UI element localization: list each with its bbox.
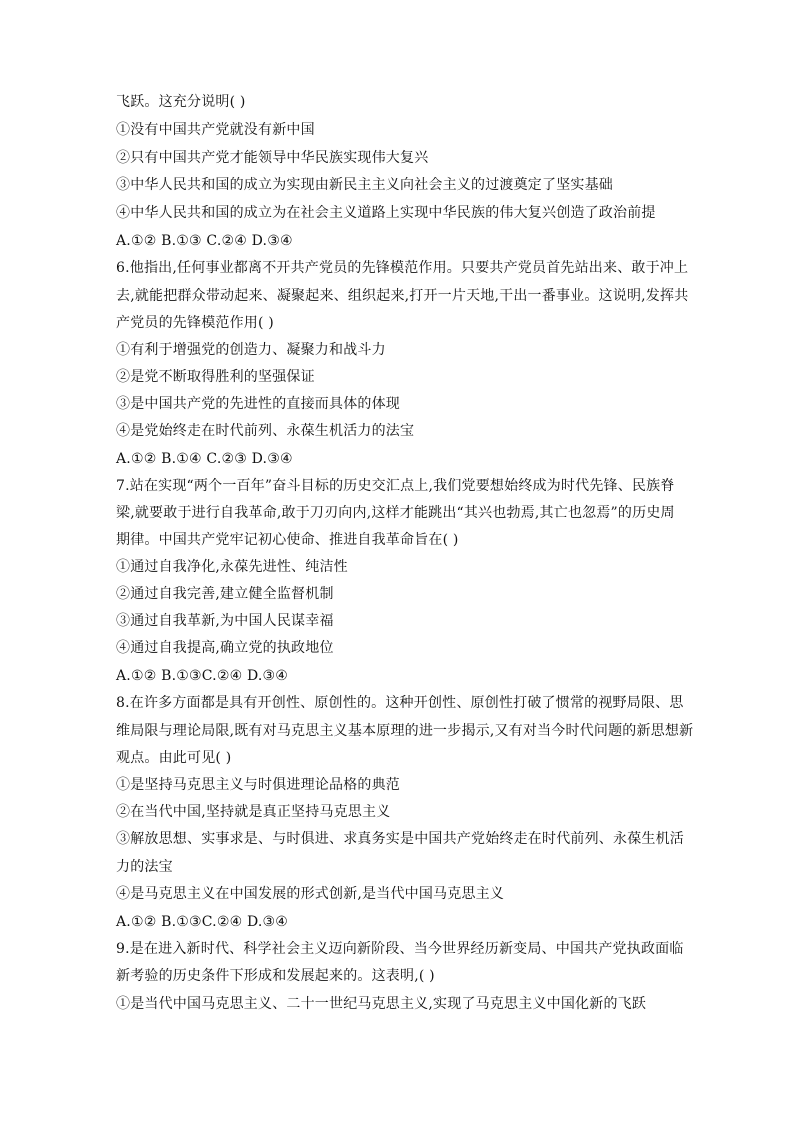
text-line: A.①② B.①④ C.②③ D.③④ [116, 451, 293, 467]
text-line: ③是中国共产党的先进性的直接而具体的体现 [116, 396, 400, 412]
text-line: ③解放思想、实事求是、与时俱进、求真务实是中国共产党始终走在时代前列、永葆生机活 [116, 831, 684, 847]
text-line: 观点。由此可见( ) [116, 750, 232, 766]
text-line: 期律。中国共产党牢记初心使命、推进自我革命旨在( ) [116, 532, 459, 548]
text-line: ①有利于增强党的创造力、凝聚力和战斗力 [116, 342, 386, 358]
text-line: ①是坚持马克思主义与时俱进理论品格的典范 [116, 777, 400, 793]
text-line: 飞跃。这充分说明( ) [116, 94, 246, 110]
text-line: ②只有中国共产党才能领导中华民族实现伟大复兴 [116, 150, 429, 166]
text-line: A.①② B.①③ C.②④ D.③④ [116, 233, 293, 249]
text-line: 9.是在进入新时代、科学社会主义迈向新阶段、当今世界经历新变局、中国共产党执政面临 [116, 941, 684, 957]
text-line: ①没有中国共产党就没有新中国 [116, 122, 315, 138]
text-line: 去,就能把群众带动起来、凝聚起来、组织起来,打开一片天地,干出一番事业。这说明,发挥共 [116, 288, 689, 304]
text-line: 产党员的先锋模范作用( ) [116, 315, 274, 331]
text-line: ②在当代中国,坚持就是真正坚持马克思主义 [116, 804, 391, 820]
text-line: ③中华人民共和国的成立为实现由新民主主义向社会主义的过渡奠定了坚实基础 [116, 177, 613, 193]
text-line: ④通过自我提高,确立党的执政地位 [116, 640, 334, 656]
text-line: 8.在许多方面都是具有开创性、原创性的。这种开创性、原创性打破了惯常的视野局限、思 [116, 695, 684, 711]
text-line: ④是党始终走在时代前列、永葆生机活力的法宝 [116, 423, 415, 439]
text-line: 6.他指出,任何事业都离不开共产党员的先锋模范作用。只要共产党员首先站出来、敢于冲上 [116, 260, 689, 276]
text-line: 7.站在实现“两个一百年”奋斗目标的历史交汇点上,我们党要想始终成为时代先锋、民族脊 [116, 478, 675, 494]
text-line: ③通过自我革新,为中国人民谋幸福 [116, 613, 334, 629]
text-line: 新考验的历史条件下形成和发展起来的。这表明,( ) [116, 968, 435, 984]
text-line: ①是当代中国马克思主义、二十一世纪马克思主义,实现了马克思主义中国化新的飞跃 [116, 996, 647, 1012]
text-line: A.①② B.①③C.②④ D.③④ [116, 668, 289, 684]
text-line: ④中华人民共和国的成立为在社会主义道路上实现中华民族的伟大复兴创造了政治前提 [116, 205, 656, 221]
text-line: 维局限与理论局限,既有对马克思主义基本原理的进一步揭示,又有对当今时代问题的新思想新 [116, 723, 694, 739]
text-line: A.①② B.①③C.②④ D.③④ [116, 914, 289, 930]
text-line: ④是马克思主义在中国发展的形式创新,是当代中国马克思主义 [116, 886, 505, 902]
text-line: ②通过自我完善,建立健全监督机制 [116, 586, 334, 602]
text-line: 梁,就要敢于进行自我革命,敢于刀刃向内,这样才能跳出“其兴也勃焉,其亡也忽焉”的历史周 [116, 505, 675, 521]
text-line: ①通过自我净化,永葆先进性、纯洁性 [116, 559, 348, 575]
text-line: 力的法宝 [116, 859, 173, 875]
text-line: ②是党不断取得胜利的坚强保证 [116, 369, 315, 385]
